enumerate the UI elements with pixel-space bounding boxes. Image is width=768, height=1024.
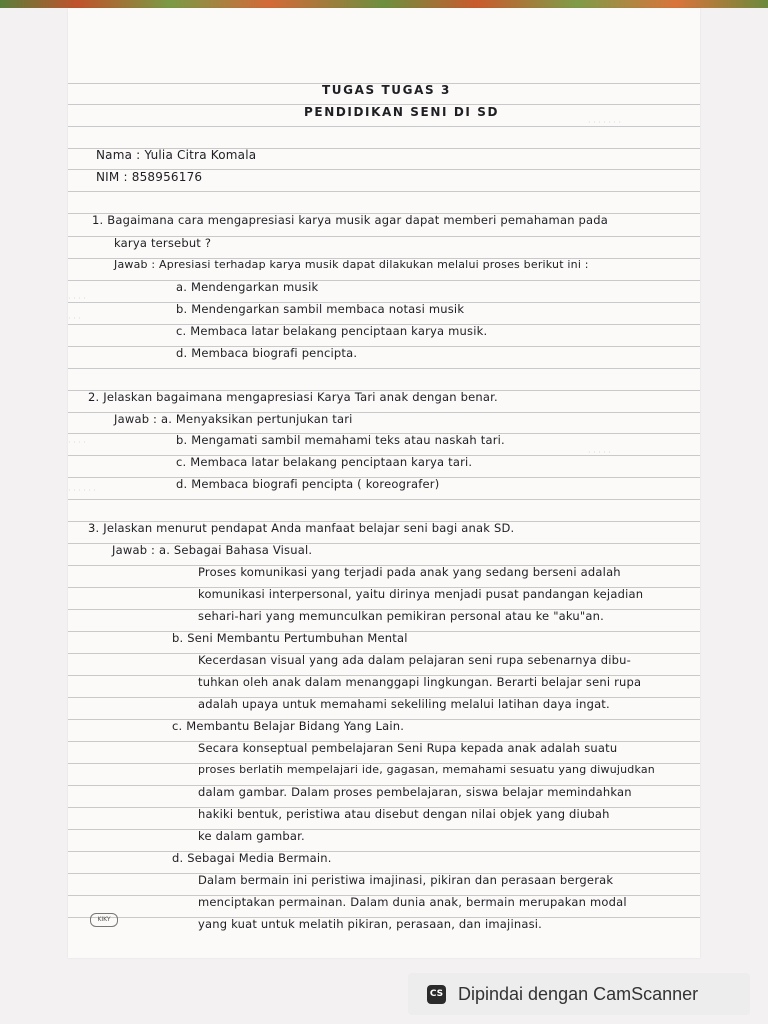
ruled-line xyxy=(68,368,700,369)
answer-3b-heading: b. Seni Membantu Pertumbuhan Mental xyxy=(172,631,408,645)
answer-1-item: c. Membaca latar belakang penciptaan karya musik. xyxy=(176,324,488,338)
notebook-page xyxy=(68,8,700,958)
show-through-text: · · · · · · · xyxy=(588,118,622,127)
answer-2-item: d. Membaca biografi pencipta ( koreografer) xyxy=(176,477,440,491)
page-title: TUGAS TUGAS 3 xyxy=(322,83,451,97)
ruled-line xyxy=(68,191,700,192)
answer-1-item: d. Membaca biografi pencipta. xyxy=(176,346,358,360)
paper-stamp: KIKY xyxy=(90,913,118,927)
top-photo-strip xyxy=(0,0,768,8)
answer-3c-line: hakiki bentuk, peristiwa atau disebut dengan nilai objek yang diubah xyxy=(198,807,610,821)
answer-3d-heading: d. Sebagai Media Bermain. xyxy=(172,851,332,865)
answer-1-item: b. Mendengarkan sambil membaca notasi musik xyxy=(176,302,465,316)
answer-3c-line: ke dalam gambar. xyxy=(198,829,305,843)
camscanner-text: Dipindai dengan CamScanner xyxy=(458,983,699,1004)
answer-3c-line: dalam gambar. Dalam proses pembelajaran, siswa belajar memindahkan xyxy=(198,785,632,799)
answer-3d-line: Dalam bermain ini peristiwa imajinasi, pikiran dan perasaan bergerak xyxy=(198,873,614,887)
show-through-text: · · · · xyxy=(68,438,86,447)
answer-3a-line: Proses komunikasi yang terjadi pada anak yang sedang berseni adalah xyxy=(198,565,621,579)
ruled-line xyxy=(68,346,700,347)
question-3: 3. Jelaskan menurut pendapat Anda manfaat belajar seni bagi anak SD. xyxy=(88,521,515,535)
answer-3c-line: proses berlatih mempelajari ide, gagasan, memahami sesuatu yang diwujudkan xyxy=(198,763,655,776)
show-through-text: · · · xyxy=(68,314,81,323)
answer-1-intro: Jawab : Apresiasi terhadap karya musik dapat dilakukan melalui proses berikut ini : xyxy=(114,258,589,271)
answer-3c-heading: c. Membantu Belajar Bidang Yang Lain. xyxy=(172,719,405,733)
student-nim: NIM : 858956176 xyxy=(96,170,203,184)
ruled-line xyxy=(68,499,700,500)
answer-1-item: a. Mendengarkan musik xyxy=(176,280,319,294)
answer-3b-line: adalah upaya untuk memahami sekeliling melalui latihan daya ingat. xyxy=(198,697,610,711)
answer-3d-line: yang kuat untuk melatih pikiran, perasaan, dan imajinasi. xyxy=(198,917,543,931)
camscanner-logo-icon: CS xyxy=(427,985,446,1004)
answer-3b-line: tuhkan oleh anak dalam menanggapi lingkungan. Berarti belajar seni rupa xyxy=(198,675,642,689)
ruled-line xyxy=(68,829,700,830)
answer-2-first: Jawab : a. Menyaksikan pertunjukan tari xyxy=(114,412,353,426)
camscanner-watermark xyxy=(408,973,750,1015)
answer-2-item: b. Mengamati sambil memahami teks atau naskah tari. xyxy=(176,433,505,447)
answer-3a-heading: Jawab : a. Sebagai Bahasa Visual. xyxy=(112,543,313,557)
show-through-text: · · · · · · xyxy=(68,486,96,495)
answer-3b-line: Kecerdasan visual yang ada dalam pelajaran seni rupa sebenarnya dibu- xyxy=(198,653,632,667)
question-2: 2. Jelaskan bagaimana mengapresiasi Karya Tari anak dengan benar. xyxy=(88,390,498,404)
ruled-line xyxy=(68,280,700,281)
ruled-line xyxy=(68,851,700,852)
question-1: 1. Bagaimana cara mengapresiasi karya musik agar dapat memberi pemahaman pada xyxy=(92,213,609,227)
answer-2-item: c. Membaca latar belakang penciptaan karya tari. xyxy=(176,455,473,469)
show-through-text: · · · · · xyxy=(588,448,611,457)
student-name: Nama : Yulia Citra Komala xyxy=(96,148,257,162)
answer-3d-line: menciptakan permainan. Dalam dunia anak, bermain merupakan modal xyxy=(198,895,627,909)
page-subtitle: PENDIDIKAN SENI DI SD xyxy=(304,105,500,119)
question-1-cont: karya tersebut ? xyxy=(114,236,212,250)
answer-3c-line: Secara konseptual pembelajaran Seni Rupa kepada anak adalah suatu xyxy=(198,741,618,755)
show-through-text: · · · · xyxy=(68,294,86,303)
answer-3a-line: komunikasi interpersonal, yaitu dirinya menjadi pusat pandangan kejadian xyxy=(198,587,644,601)
answer-3a-line: sehari-hari yang memunculkan pemikiran personal atau ke "aku"an. xyxy=(198,609,605,623)
